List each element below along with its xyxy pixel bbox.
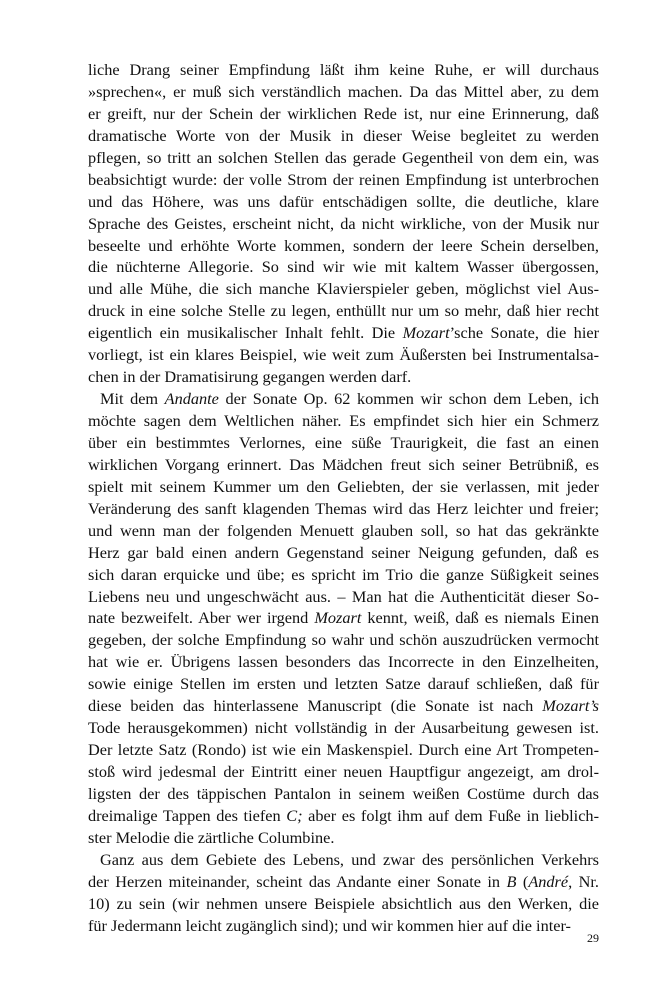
text-run: für Jedermann leicht zugänglich sind); und wir kommen hier auf die inter- [88, 915, 571, 935]
text-line [88, 147, 599, 169]
text-run: Tode herausgekommen) nicht vollständig in der Ausarbeitung gewesen ist. [88, 718, 599, 738]
text-run: ligsten der des täppischen Pantalon in seinem weißen Costüme durch das [88, 783, 599, 803]
text-line [88, 476, 599, 498]
text-line [88, 915, 599, 937]
text-line [88, 213, 599, 235]
text-line [88, 805, 599, 827]
paragraph [88, 849, 599, 937]
italic-text: André [528, 871, 569, 891]
text-run: die nüchterne Allegorie. So sind wir wie mit kaltem Wasser übergossen, [88, 257, 599, 277]
text-line [88, 81, 599, 103]
text-run: liche Drang seiner Empfindung läßt ihm keine Ruhe, er will durchaus [88, 60, 599, 79]
text-run: ’sche Sonate, die hier [449, 323, 599, 343]
text-run: der Herzen miteinander, scheint das Andante einer Sonate in [88, 871, 507, 891]
text-run: Mit dem [100, 389, 165, 409]
text-run: wirklichen Vorgang erinnert. Das Mädchen freut sich seiner Betrübniß, es [88, 454, 599, 474]
text-run: , Nr. [568, 871, 599, 891]
text-line [88, 169, 599, 191]
italic-text: Mozart [402, 323, 450, 343]
text-line [88, 300, 599, 322]
text-run: Veränderung des sanft klagenden Themas wird das Herz leichter und freier; [88, 498, 599, 518]
text-run: 10) zu sein (wir nehmen unsere Beispiele absichtlich aus den Werken, die [88, 893, 599, 913]
italic-text: Mozart [314, 608, 362, 628]
page-body [88, 59, 599, 937]
text-line [88, 542, 599, 564]
text-run: Sprache des Geistes, erscheint nicht, da nicht wirkliche, von der Musik nur [88, 213, 599, 233]
text-run: der Sonate Op. 62 kommen wir schon dem Leben, ich [218, 389, 599, 409]
text-run: eigentlich ein musikalischer Inhalt fehlt. Die [88, 323, 403, 343]
text-run: spielt mit seinem Kummer um den Geliebten, der sie verlassen, mit jeder [88, 476, 599, 496]
text-line [88, 388, 599, 410]
text-line [88, 761, 599, 783]
text-line [88, 498, 599, 520]
text-line [88, 629, 599, 651]
text-line [88, 849, 599, 871]
text-line [88, 59, 599, 81]
text-run: beseelte und erhöhte Worte kommen, sondern der leere Schein derselben, [88, 235, 599, 255]
italic-text: B [506, 871, 517, 891]
text-run: diese beiden das hinterlassene Manuscript (die Sonate ist nach [88, 696, 543, 716]
text-line [88, 651, 599, 673]
text-line [88, 278, 599, 300]
text-run: stoß wird jedesmal der Eintritt einer neuen Hauptfigur angezeigt, am drol- [88, 762, 599, 781]
text-run: ( [516, 871, 529, 891]
text-run: er greift, nur der Schein der wirklichen Rede ist, nur eine Erinnerung, daß [88, 103, 599, 123]
text-line [88, 739, 599, 761]
text-line [88, 695, 599, 717]
text-run: aber es folgt ihm auf dem Fuße in lieblich- [302, 805, 599, 825]
text-line [88, 827, 599, 849]
text-line [88, 191, 599, 213]
text-run: pflegen, so tritt an solchen Stellen das gerade Gegentheil von dem ein, was [88, 147, 599, 167]
italic-text: Mozart’s [542, 696, 599, 716]
text-run: und das Höhere, was uns dafür entschädigen sollte, die deutliche, klare [88, 191, 599, 211]
text-run: sich daran erquicke und übe; es spricht im Trio die ganze Süßigkeit seines [88, 564, 599, 584]
text-run: Herz gar bald einen andern Gegenstand seiner Neigung gefunden, daß es [88, 542, 599, 562]
text-run: Liebens neu und ungeschwächt aus. – Man hat die Authenticität dieser So- [88, 586, 599, 606]
text-line [88, 607, 599, 629]
text-line [88, 344, 599, 366]
text-line [88, 432, 599, 454]
text-run: nate bezweifelt. Aber wer irgend [88, 608, 315, 628]
text-line [88, 673, 599, 695]
text-run: kennt, weiß, daß es niemals Einen [361, 608, 599, 628]
italic-text: C; [286, 805, 303, 825]
text-line [88, 586, 599, 608]
text-line [88, 410, 599, 432]
text-run: sowie einige Stellen im ersten und letzten Satze darauf schließen, daß für [88, 674, 599, 694]
page-number: 29 [587, 931, 599, 945]
text-line [88, 520, 599, 542]
text-run: möchte sagen dem Weltlichen näher. Es empfindet sich hier ein Schmerz [88, 411, 599, 430]
text-run: und wenn man der folgenden Menuett glauben soll, so hat das gekränkte [88, 520, 599, 540]
text-run: dreimalige Tappen des tiefen [88, 805, 287, 825]
text-run: beabsichtigt wurde: der volle Strom der reinen Empfindung ist unterbrochen [88, 169, 599, 189]
text-line [88, 783, 599, 805]
text-run: chen in der Dramatisirung gegangen werden darf. [88, 367, 412, 387]
text-line [88, 256, 599, 278]
text-run: vorliegt, ist ein klares Beispiel, wie weit zum Äußersten bei Instrumentalsa- [88, 345, 599, 365]
text-run: Ganz aus dem Gebiete des Lebens, und zwar des persönlichen Verkehrs [100, 849, 599, 869]
text-run: dramatische Worte von der Musik in dieser Weise begleitet zu werden [88, 125, 599, 145]
text-run: »sprechen«, er muß sich verständlich machen. Da das Mittel aber, zu dem [88, 81, 599, 101]
text-run: hat wie er. Übrigens lassen besonders das Incorrecte in den Einzelheiten, [88, 652, 599, 672]
text-line [88, 322, 599, 344]
text-line [88, 871, 599, 893]
text-line [88, 235, 599, 257]
text-run: über ein bestimmtes Verlornes, eine süße Traurigkeit, die fast an einen [88, 432, 599, 452]
text-run: und alle Mühe, die sich manche Klavierspieler geben, möglichst viel Aus- [88, 279, 599, 299]
paragraph [88, 59, 599, 388]
paragraph [88, 388, 599, 849]
italic-text: Andante [164, 389, 219, 409]
text-line [88, 454, 599, 476]
text-line [88, 103, 599, 125]
text-run: Der letzte Satz (Rondo) ist wie ein Maskenspiel. Durch eine Art Trompeten- [88, 740, 599, 760]
text-run: ster Melodie die zärtliche Columbine. [88, 827, 335, 847]
text-run: gegeben, der solche Empfindung so wahr und schön auszudrücken vermocht [88, 630, 599, 650]
text-line [88, 125, 599, 147]
text-line [88, 564, 599, 586]
text-line [88, 366, 599, 388]
text-line [88, 893, 599, 915]
text-run: druck in eine solche Stelle zu legen, enthüllt nur um so mehr, daß hier recht [88, 301, 599, 321]
text-line [88, 717, 599, 739]
